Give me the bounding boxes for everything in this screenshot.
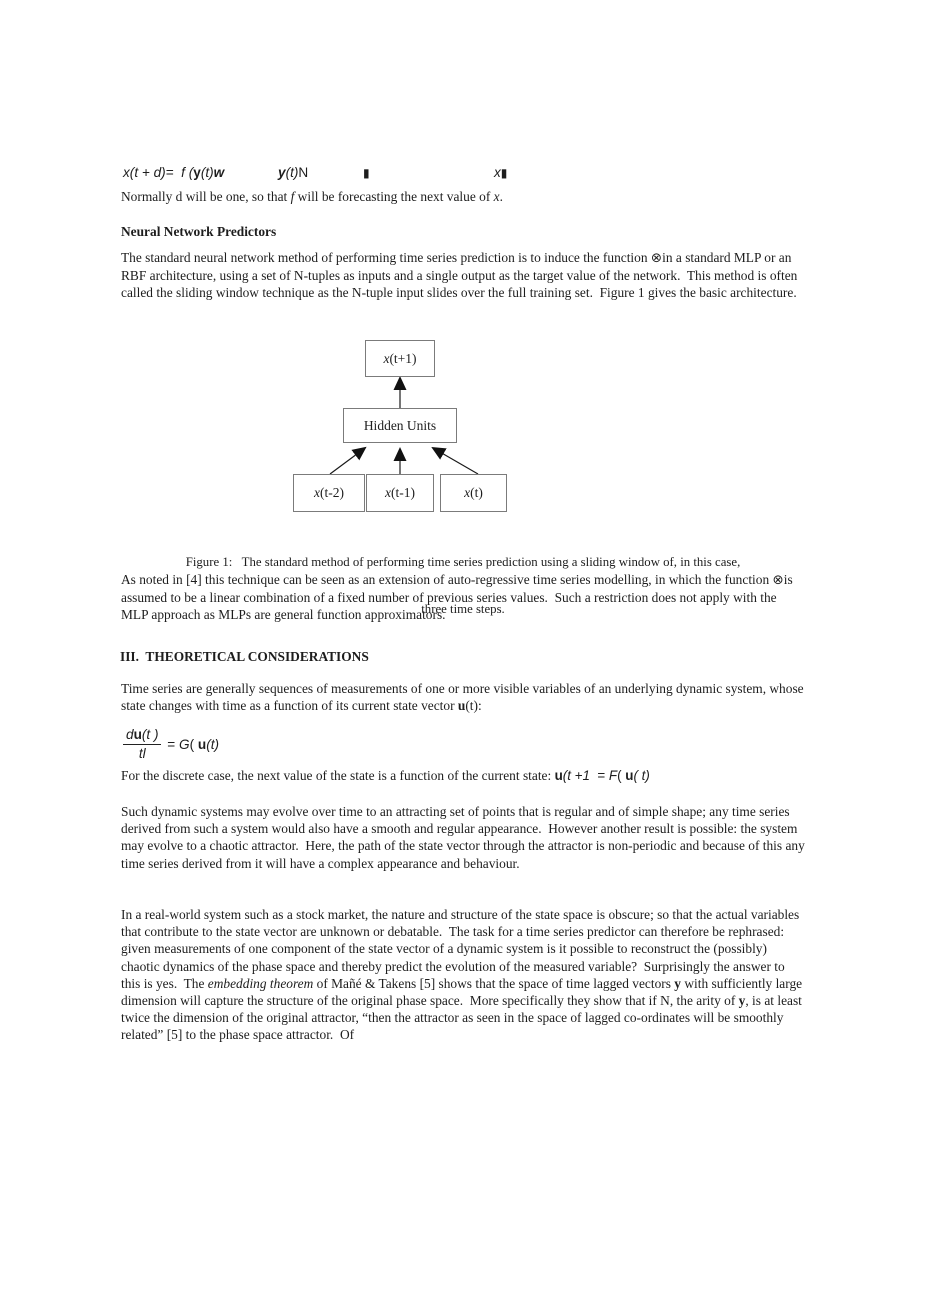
paragraph-sliding-window: The standard neural network method of performing time series prediction is to induce the function ⊗in a standard MLP or an RBF architecture, using a set of N-tuples as inputs and a single output as the target value of the network. This method is often called the sliding window technique as the N-tuple input slides over the full training set. Figure 1 gives the basic architecture. bbox=[121, 250, 801, 301]
paragraph-embedding-theorem: In a real-world system such as a stock market, the nature and structure of the state space is obscure; so that the actual variables that contribute to the state vector are unknown or debatable. The task for a time series predictor can therefore be rephrased: given measurements of one component of the state vector of a dynamic system is it possible to reconstruct the (possibly) chaotic dynamics of the phase space and thereby predict the evolution of the measured variable? Surprisingly the answer to this is yes. The embedding theorem of Mañé & Takens [5] shows that the space of time lagged vectors y with sufficiently large dimension will capture the structure of the original phase space. More specifically they show that if N, the arity of y, is at least twice the dimension of the original attractor, “then the attractor as seen in the space of lagged co-ordinates will be smoothly related” [5] to the phase space attractor. Of bbox=[121, 907, 806, 1043]
fraction bbox=[123, 727, 161, 762]
equation-segment: y(t)N bbox=[278, 165, 309, 180]
paragraph-time-series: Time series are generally sequences of measurements of one or more visible variables of an underlying dynamic system, whose state changes with time as a function of its current state vector u(t): bbox=[121, 681, 807, 714]
paragraph-autoregressive: As noted in [4] this technique can be seen as an extension of auto-regressive time series modelling, in which the function ⊗is assumed to be a linear combination of a fixed number of previous series values. Such a restriction does not apply with the MLP approach as MLPs are general function approximators. bbox=[121, 572, 797, 623]
equation-derivative bbox=[123, 727, 219, 762]
equation-segment: x▮ bbox=[494, 165, 507, 180]
body-line-normally: Normally d will be one, so that f will be forecasting the next value of x. bbox=[121, 189, 503, 204]
fraction-denominator: tl bbox=[138, 746, 146, 761]
node-input-1: x (t-2) bbox=[293, 474, 365, 512]
body-line-discrete-case: For the discrete case, the next value of the state is a function of the current state: u(t +1 = F( u( t) bbox=[121, 768, 650, 783]
figure-caption-line-2: three time steps. bbox=[421, 601, 505, 616]
figure-diagram bbox=[280, 335, 520, 515]
section-heading-theoretical: III. THEORETICAL CONSIDERATIONS bbox=[120, 649, 369, 664]
equation-segment: ▮ bbox=[363, 166, 369, 180]
equation-segment: x(t + d)= f (y(t)w bbox=[123, 165, 225, 180]
node-hidden: Hidden Units bbox=[343, 408, 457, 443]
figure-caption-line-1: Figure 1: The standard method of performing time series prediction using a sliding window of, in this case, bbox=[185, 555, 741, 569]
equation-rhs: = G( u(t) bbox=[163, 736, 220, 752]
node-input-3: x (t) bbox=[440, 474, 507, 512]
inline-equation-top bbox=[123, 164, 683, 184]
node-input-2: x (t-1) bbox=[366, 474, 434, 512]
section-heading-nn-predictors: Neural Network Predictors bbox=[121, 224, 277, 239]
node-output: x (t+1) bbox=[365, 340, 435, 377]
fraction-numerator: du(t ) bbox=[123, 727, 161, 745]
paragraph-chaotic-attractor: Such dynamic systems may evolve over time to an attracting set of points that is regular and of simple shape; any time series derived from such a system would also have a smooth and regular appearance. However another result is possible: the system may evolve to a chaotic attractor. Here, the path of the state vector through the attractor is non-periodic and because of this any time series derived from it will have a complex appearance and behaviour. bbox=[121, 804, 809, 871]
